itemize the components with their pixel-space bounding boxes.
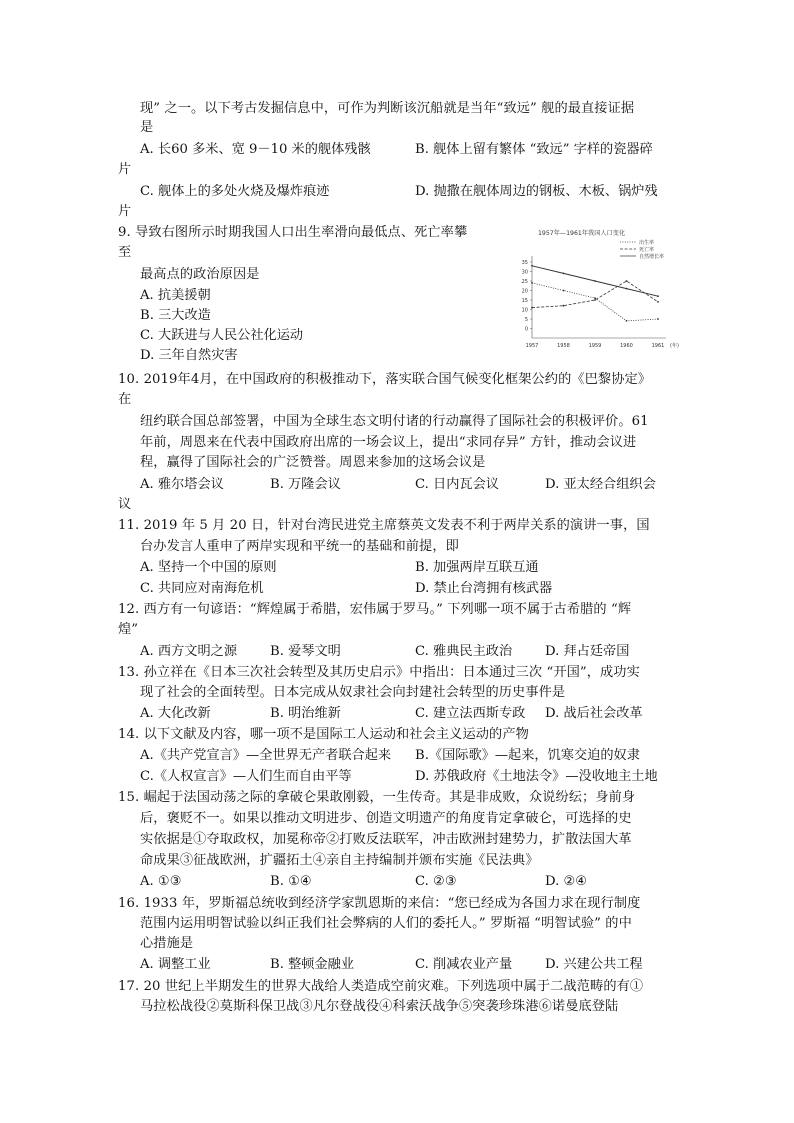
y-tick-label: 30 xyxy=(521,269,528,276)
q13-stem-line: 现了社会的全面转型。日本完成从奴隶社会向封建社会转型的历史事件是 xyxy=(140,685,566,700)
q16-option-a: A. 调整工业 xyxy=(140,957,211,972)
chart-title: 1957年—1961年我国人口变化 xyxy=(538,230,626,237)
q13-option-d: D. 战后社会改革 xyxy=(545,706,643,721)
series-line xyxy=(532,281,658,308)
chart-series xyxy=(531,265,659,322)
series-point xyxy=(626,280,628,282)
legend-label: 自然增长率 xyxy=(639,254,665,260)
q15-stem-line: 命成果③征战欧洲，扩疆拓土④亲自主持编制并颁布实施《民法典》 xyxy=(140,853,539,868)
q16-stem-line: 心措施是 xyxy=(140,936,194,951)
chart-axes xyxy=(522,256,679,349)
q15-stem-line: 后，褒贬不一。如果以推动文明进步、创造文明遗产的角度肯定拿破仑，可选择的史 xyxy=(140,811,632,826)
q9-option-a: A. 抗美援朝 xyxy=(140,288,211,303)
q16-option-d: D. 兴建公共工程 xyxy=(545,957,643,972)
q10-option-b: B. 万隆会议 xyxy=(270,477,341,492)
series-point xyxy=(594,299,596,301)
q8-option-b: B. 舰体上留有繁体 “致远” 字样的瓷器碎 xyxy=(415,142,653,157)
y-tick-label: 15 xyxy=(521,298,528,304)
population-chart xyxy=(508,226,690,354)
q11-stem-line: 台办发言人重申了两岸实现和平统一的基础和前提，即 xyxy=(140,539,459,554)
q11-stem-line: 11. 2019 年 5 月 20 日，针对台湾民进党主席蔡英文发表不利于两岸关系的演讲一事，国 xyxy=(118,518,650,533)
q10-wrap: 议 xyxy=(118,497,132,512)
q14-option-c: C.《人权宣言》—人们生而自由平等 xyxy=(140,769,352,784)
x-tick-label: 1961 xyxy=(651,343,665,349)
q10-stem-line: 纽约联合国总部签署，中国为全球生态文明付诸的行动赢得了国际社会的积极评价。61 xyxy=(140,414,649,429)
q14-option-b: B.《国际歌》—起来，饥寒交迫的奴隶 xyxy=(415,748,640,763)
q8-wrap: 片 xyxy=(118,162,132,177)
q8-option-c: C. 舰体上的多处火烧及爆炸痕迹 xyxy=(140,184,330,199)
x-unit-label: (年) xyxy=(670,343,679,349)
q9-option-b: B. 三大改造 xyxy=(140,308,211,323)
series-point xyxy=(657,295,659,297)
series-point xyxy=(626,320,628,322)
q15-option-a: A. ①③ xyxy=(140,874,182,889)
q15-stem-line: 实依据是①夺取政权，加冕称帝②打败反法联军，冲击欧洲封建势力，扩散法国大革 xyxy=(140,832,632,847)
q11-option-a: A. 坚持一个中国的原则 xyxy=(140,560,277,575)
q8-option-d: D. 抛撒在舰体周边的钢板、木板、锅炉残 xyxy=(415,184,658,199)
q14-option-d: D. 苏俄政府《土地法令》—没收地主土地 xyxy=(415,769,658,784)
q12-stem-line: 12. 西方有一句谚语：“辉煌属于希腊，宏伟属于罗马。” 下列哪一项不属于古希腊的 “辉 xyxy=(118,602,632,617)
q12-wrap: 煌” xyxy=(118,622,139,637)
x-tick-label: 1957 xyxy=(525,343,539,349)
legend-label: 出生率 xyxy=(639,240,655,246)
series-point xyxy=(563,305,565,307)
series-point xyxy=(531,307,533,309)
series-point xyxy=(563,290,565,292)
q11-option-b: B. 加强两岸互联互通 xyxy=(415,560,539,575)
q12-option-a: A. 西方文明之源 xyxy=(140,644,238,659)
series-point xyxy=(594,280,596,282)
q9-stem-line: 最高点的政治原因是 xyxy=(140,267,260,282)
x-tick-label: 1959 xyxy=(588,343,602,349)
series-line xyxy=(532,283,658,321)
q15-option-d: D. ②④ xyxy=(545,874,588,889)
q10-stem-line: 年前，周恩来在代表中国政府出席的一场会议上，提出“求同存异” 方针，推动会议进 xyxy=(140,435,637,450)
q15-option-b: B. ①④ xyxy=(270,874,312,889)
q9-stem-line: 9. 导致右图所示时期我国人口出生率滑向最低点、死亡率攀 xyxy=(118,225,468,240)
q10-stem-line: 程，赢得了国际社会的广泛赞誉。周恩来参加的这场会议是 xyxy=(140,455,486,470)
q10-option-a: A. 雅尔塔会议 xyxy=(140,477,224,492)
y-tick-label: 5 xyxy=(524,317,528,323)
y-tick-label: 0 xyxy=(524,326,528,333)
q15-option-c: C. ②③ xyxy=(415,874,457,889)
chart-legend xyxy=(620,239,664,260)
q16-option-c: C. 削减农业产量 xyxy=(415,957,513,972)
series-point xyxy=(563,273,565,275)
x-tick-label: 1958 xyxy=(557,343,570,349)
q12-option-d: D. 拜占廷帝国 xyxy=(545,644,630,659)
q12-option-c: C. 雅典民主政治 xyxy=(415,644,513,659)
series-point xyxy=(531,265,533,267)
q8-option-a: A. 长60 多米、宽 9－10 米的舰体残骸 xyxy=(140,142,371,157)
y-tick-label: 35 xyxy=(521,260,528,266)
x-tick-label: 1960 xyxy=(620,343,633,349)
y-tick-label: 10 xyxy=(521,307,528,314)
q17-stem-line: 17. 20 世纪上半期发生的世界大战给人类造成空前灾难。下列选项中属于二战范畴的有① xyxy=(118,979,644,994)
q16-stem-line: 16. 1933 年，罗斯福总统收到经济学家凯恩斯的来信：“您已经成为各国力求在现行制度 xyxy=(118,896,641,911)
y-tick-label: 25 xyxy=(521,279,528,285)
q12-option-b: B. 爱琴文明 xyxy=(270,644,341,659)
q13-option-b: B. 明治维新 xyxy=(270,706,341,721)
q13-stem-line: 13. 孙立祥在《日本三次社会转型及其历史启示》中指出：日本通过三次 “开国”，成功实 xyxy=(118,665,640,680)
q13-option-a: A. 大化改新 xyxy=(140,706,211,721)
q13-option-c: C. 建立法西斯专政 xyxy=(415,706,526,721)
q11-option-d: D. 禁止台湾拥有核武器 xyxy=(415,581,553,596)
q10-stem-line: 10. 2019年4月，在中国政府的积极推动下，落实联合国气候变化框架公约的《巴黎协定》 xyxy=(118,372,652,387)
q11-option-c: C. 共同应对南海危机 xyxy=(140,581,264,596)
q16-stem-line: 范围内运用明智试验以纠正我们社会弊病的人们的委托人。” 罗斯福 “明智试验” 的中 xyxy=(140,916,632,931)
y-tick-label: 20 xyxy=(521,288,528,295)
q9-wrap: 至 xyxy=(118,245,132,260)
q10-wrap: 在 xyxy=(118,392,132,407)
q8-stem-line: 是 xyxy=(140,120,154,135)
series-point xyxy=(531,282,533,284)
q16-option-b: B. 整顿金融业 xyxy=(270,957,355,972)
q9-option-c: C. 大跃进与人民公社化运动 xyxy=(140,328,304,343)
series-point xyxy=(594,297,596,299)
q14-stem-line: 14. 以下文献及内容，哪一项不是国际工人运动和社会主义运动的产物 xyxy=(118,727,529,742)
q15-stem-line: 15. 崛起于法国动荡之际的拿破仑果敢刚毅，一生传奇。其是非成败，众说纷纭；身前身 xyxy=(118,790,636,805)
legend-label: 死亡率 xyxy=(639,247,655,253)
series-point xyxy=(657,318,659,320)
series-point xyxy=(657,301,659,303)
series-point xyxy=(626,288,628,290)
q8-stem-line: 现” 之一。以下考古发掘信息中，可作为判断该沉船就是当年“致远” 舰的最直接证据 xyxy=(140,101,635,116)
q8-wrap: 片 xyxy=(118,204,132,219)
q17-stem-line: 马拉松战役②莫斯科保卫战③凡尔登战役④科索沃战争⑤突袭珍珠港⑥诺曼底登陆 xyxy=(140,999,619,1014)
q14-option-a: A.《共产党宣言》—全世界无产者联合起来 xyxy=(140,748,392,763)
q10-option-d: D. 亚太经合组织会 xyxy=(545,477,656,492)
q9-option-d: D. 三年自然灾害 xyxy=(140,348,238,363)
q10-option-c: C. 日内瓦会议 xyxy=(415,477,499,492)
